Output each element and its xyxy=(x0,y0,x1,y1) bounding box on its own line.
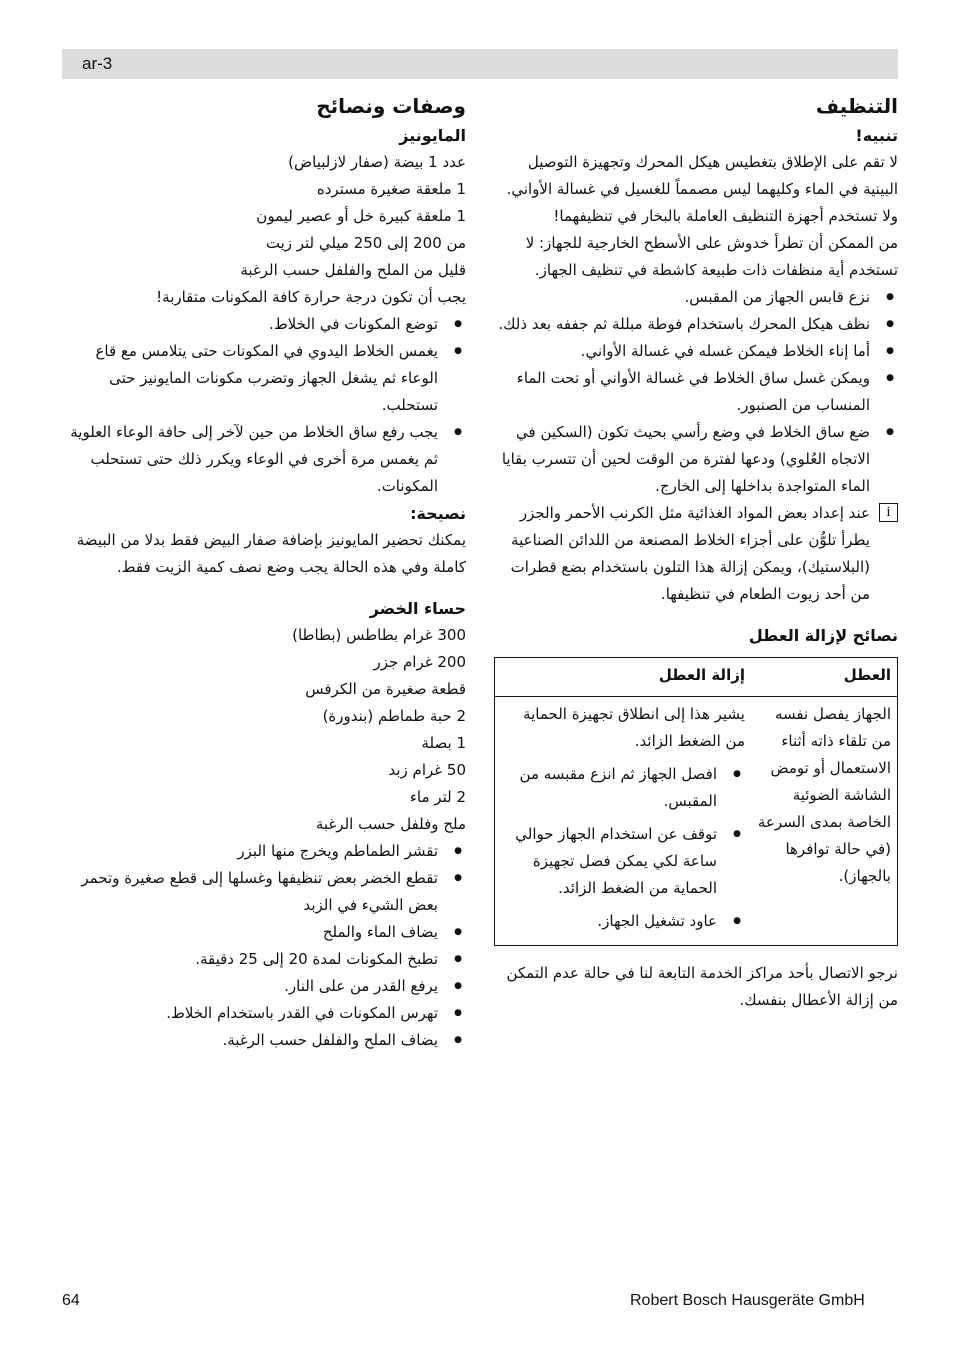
ingredient-line: قليل من الملح والفلفل حسب الرغبة xyxy=(240,261,466,279)
temperature-note: يجب أن تكون درجة حرارة كافة المكونات متقاربة! xyxy=(156,288,466,306)
page-number: 64 xyxy=(62,1292,80,1309)
ingredient-line: 2 حبة طماطم (بندورة) xyxy=(322,707,466,725)
column-header-remedy: إزالة العطل xyxy=(495,658,752,697)
ingredient-line: عدد 1 بيضة (صفار لازلبياض) xyxy=(288,153,466,171)
remedy-step: ● توقف عن استخدام الجهاز حوالي ساعة لكي يمكن فصل تجهيزة الحماية من الضغط الزائد. xyxy=(501,821,717,902)
company-name: Robert Bosch Hausgeräte GmbH xyxy=(630,1292,865,1309)
cleaning-step: ● أما إناء الخلاط فيمكن غسله في غسالة الأواني. xyxy=(494,338,870,365)
cleaning-step: ● نظف هيكل المحرك باستخدام فوطة مبللة ثم جففه بعد ذلك. xyxy=(494,311,870,338)
troubleshooting-title: نصائح لإزالة العطل xyxy=(748,626,898,645)
remedy-cell xyxy=(495,697,752,946)
recipes-column xyxy=(62,90,466,1054)
soup-steps-list xyxy=(62,838,466,1054)
ingredient-line: 1 بصلة xyxy=(421,734,466,752)
service-contact-note: نرجو الاتصال بأحد مراكز الخدمة التابعة لنا في حالة عدم التمكن من إزالة الأعطال بنفسك. xyxy=(506,964,898,1009)
ingredient-line: 2 لتر ماء xyxy=(409,788,466,806)
tip-text: يمكنك تحضير المايونيز بإضافة صفار البيض فقط بدلا من البيضة كاملة وفي هذه الحالة يجب وضع نصف كمية الزيت فقط. xyxy=(76,531,466,576)
remedy-list xyxy=(501,761,745,935)
recipe-step: ● يضاف الماء والملح xyxy=(62,919,438,946)
fault-cell: الجهاز يفصل نفسه من تلقاء ذاته أثناء الاستعمال أو تومض الشاشة الضوئية الخاصة بمدى السرعة (في حالة توافرها بالجهاز). xyxy=(757,705,891,885)
column-header-fault: العطل xyxy=(751,658,898,697)
ingredient-line: 50 غرام زبد xyxy=(388,761,466,779)
remedy-intro: يشير هذا إلى انطلاق تجهيزة الحماية من الضغط الزائد. xyxy=(523,705,745,750)
cleaning-column xyxy=(494,90,898,1014)
page-code: ar-3 xyxy=(82,54,113,73)
mayonnaise-steps-list xyxy=(62,311,466,500)
ingredient-line: ملح وفلفل حسب الرغبة xyxy=(315,815,466,833)
recipe-step: ● تهرس المكونات في القدر باستخدام الخلاط. xyxy=(62,1000,438,1027)
table-row xyxy=(495,697,898,946)
warning-paragraph: من الممكن أن تطرأ خدوش على الأسطح الخارجية للجهاز: لا تستخدم أية منظفات ذات طبيعة كاشطة في تنظيف الجهاز. xyxy=(525,234,898,279)
ingredient-line: 1 ملعقة كبيرة خل أو عصير ليمون xyxy=(256,207,466,225)
info-note xyxy=(494,500,898,608)
cleaning-step: ● نزع قابس الجهاز من المقبس. xyxy=(494,284,870,311)
remedy-step: ● عاود تشغيل الجهاز. xyxy=(501,908,717,935)
page-header-bar xyxy=(62,49,898,79)
warning-paragraph: ولا تستخدم أجهزة التنظيف العاملة بالبخار في تنظيفهما! xyxy=(553,207,898,225)
recipe-step: ● تقطع الخضر بعض تنظيفها وغسلها إلى قطع صغيرة وتحمر بعض الشيء في الزبد xyxy=(62,865,438,919)
ingredient-line: من 200 إلى 250 ميلي لتر زيت xyxy=(265,234,466,252)
info-note-text: عند إعداد بعض المواد الغذائية مثل الكرنب الأحمر والجزر يطرأ تلوُّن على أجزاء الخلاط المصنعة من اللدائن الصناعية (البلاستيك)، ويمكن إزالة هذا التلون باستخدام بضع قطرات من أحد زيوت الطعام في تنظيفها. xyxy=(510,504,870,603)
recipe-step: ● تقشر الطماطم ويخرج منها البزر xyxy=(62,838,438,865)
ingredient-line: قطعة صغيرة من الكرفس xyxy=(305,680,466,698)
recipe-step: ● يضاف الملح والفلفل حسب الرغبة. xyxy=(62,1027,438,1054)
recipe-step: ● يرفع القدر من على النار. xyxy=(62,973,438,1000)
recipe-step: ● يغمس الخلاط اليدوي في المكونات حتى يتلامس مع قاع الوعاء ثم يشغل الجهاز وتضرب مكونات المايونيز حتى تستحلب. xyxy=(62,338,438,419)
remedy-step: ● افصل الجهاز ثم انزع مقبسه من المقبس. xyxy=(501,761,717,815)
mayonnaise-title: المايونيز xyxy=(399,126,466,145)
ingredient-line: 300 غرام بطاطس (بطاطا) xyxy=(292,626,466,644)
cleaning-step: ● ضع ساق الخلاط في وضع رأسي بحيث تكون (السكين في الاتجاه العُلوي) ودعها لفترة من الوقت لحين أن تتسرب بقايا الماء المتواجدة بداخلها إلى الخارج. xyxy=(494,419,870,500)
cleaning-steps-list xyxy=(494,284,898,500)
recipes-title: وصفات ونصائح xyxy=(316,94,466,118)
ingredient-line: 200 غرام جزر xyxy=(373,653,466,671)
warning-title: تنبيه! xyxy=(855,126,898,145)
warning-paragraph: لا تقم على الإطلاق بتغطيس هيكل المحرك وتجهيزة التوصيل البينية في الماء وكليهما ليس مصمماً للغسيل في غسالة الأواني. xyxy=(506,153,898,198)
cleaning-step: ● ويمكن غسل ساق الخلاط في غسالة الأواني أو تحت الماء المنساب من الصنبور. xyxy=(494,365,870,419)
info-icon: i xyxy=(879,503,898,522)
recipe-step: ● تطبخ المكونات لمدة 20 إلى 25 دقيقة. xyxy=(62,946,438,973)
troubleshooting-table xyxy=(494,657,898,946)
ingredient-line: 1 ملعقة صغيرة مسترده xyxy=(316,180,466,198)
cleaning-title: التنظيف xyxy=(815,94,898,118)
soup-title: حساء الخضر xyxy=(369,599,466,618)
table-header-row xyxy=(495,658,898,697)
tip-title: نصيحة: xyxy=(410,504,466,523)
recipe-step: ● توضع المكونات في الخلاط. xyxy=(62,311,438,338)
recipe-step: ● يجب رفع ساق الخلاط من حين لآخر إلى حافة الوعاء العلوية ثم يغمس مرة أخرى في الوعاء ويكرر ذلك حتى تستحلب المكونات. xyxy=(62,419,438,500)
